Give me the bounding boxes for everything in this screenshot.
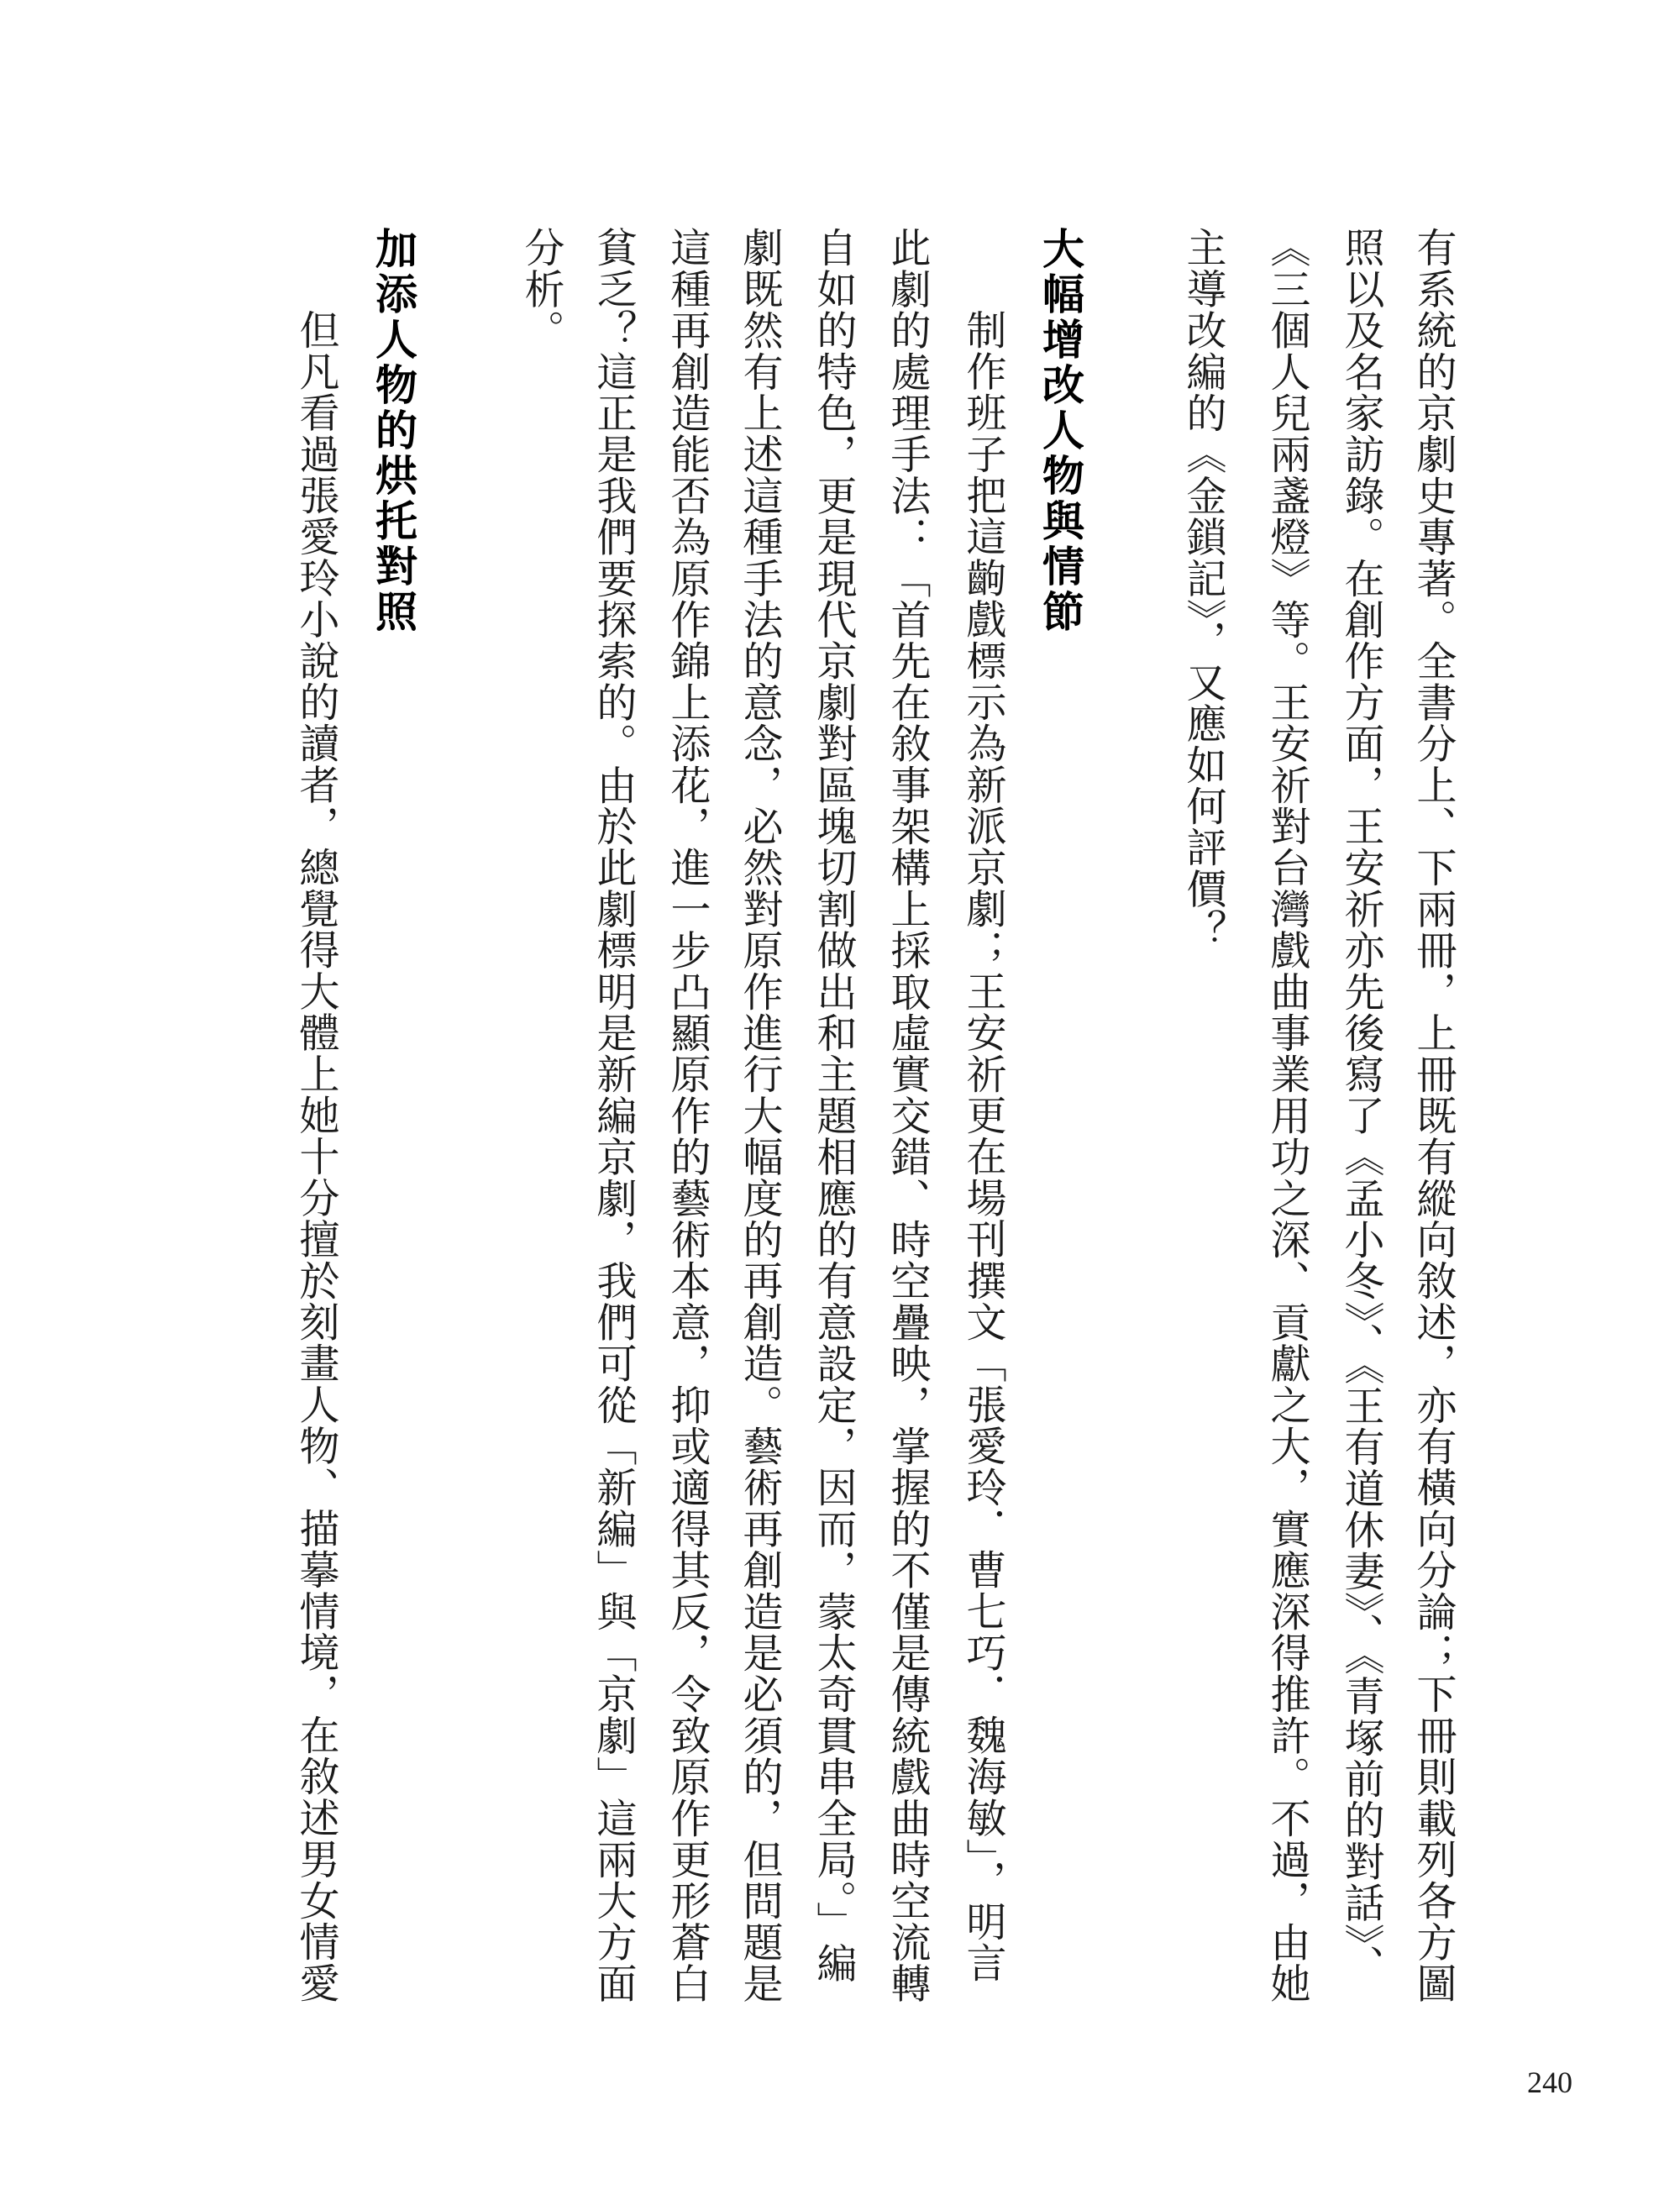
section-heading-added-characters: 加添人物的烘托對照 xyxy=(369,227,417,635)
section-heading-major-changes: 大幅增改人物與情節 xyxy=(1036,227,1084,635)
body-column-12: 分析。 xyxy=(517,227,564,351)
body-column-3: 《三個人兒兩盞燈》等。王安祈對台灣戲曲事業用功之深、貢獻之大，實應深得推許。不過，由她 xyxy=(1263,227,1310,2004)
body-column-14: 但凡看過張愛玲小說的讀者，總覺得大體上她十分擅於刻畫人物、描摹情境，在敘述男女情愛 xyxy=(292,309,339,2004)
body-column-8: 自如的特色，更是現代京劇對區塊切割做出和主題相應的有意設定，因而，蒙太奇貫串全局。」編 xyxy=(810,227,857,1984)
body-column-2: 照以及名家訪錄。在創作方面，王安祈亦先後寫了《孟小冬》、《王有道休妻》、《青塚前的對話》、 xyxy=(1337,227,1384,1986)
body-column-11: 貧乏？這正是我們要探索的。由於此劇標明是新編京劇，我們可從「新編」與「京劇」這兩大方面 xyxy=(590,227,637,2004)
body-column-10: 這種再創造能否為原作錦上添花，進一步凸顯原作的藝術本意，抑或適得其反，令致原作更形蒼白 xyxy=(664,227,711,2004)
page-number: 240 xyxy=(1527,2066,1572,2099)
body-column-7: 此劇的處理手法：「首先在敘事架構上採取虛實交錯、時空疊映，掌握的不僅是傳統戲曲時空流轉 xyxy=(884,227,931,2004)
body-column-4: 主導改編的《金鎖記》，又應如何評價？ xyxy=(1179,227,1226,951)
body-column-9: 劇既然有上述這種手法的意念，必然對原作進行大幅度的再創造。藝術再創造是必須的，但問題是 xyxy=(736,227,783,2004)
body-column-1: 有系統的京劇史專著。全書分上、下兩冊，上冊既有縱向敘述，亦有橫向分論；下冊則載列各方圖 xyxy=(1410,227,1457,2004)
body-column-6: 制作班子把這齣戲標示為新派京劇；王安祈更在場刊撰文「張愛玲．曹七巧．魏海敏」，明言 xyxy=(959,309,1006,1984)
